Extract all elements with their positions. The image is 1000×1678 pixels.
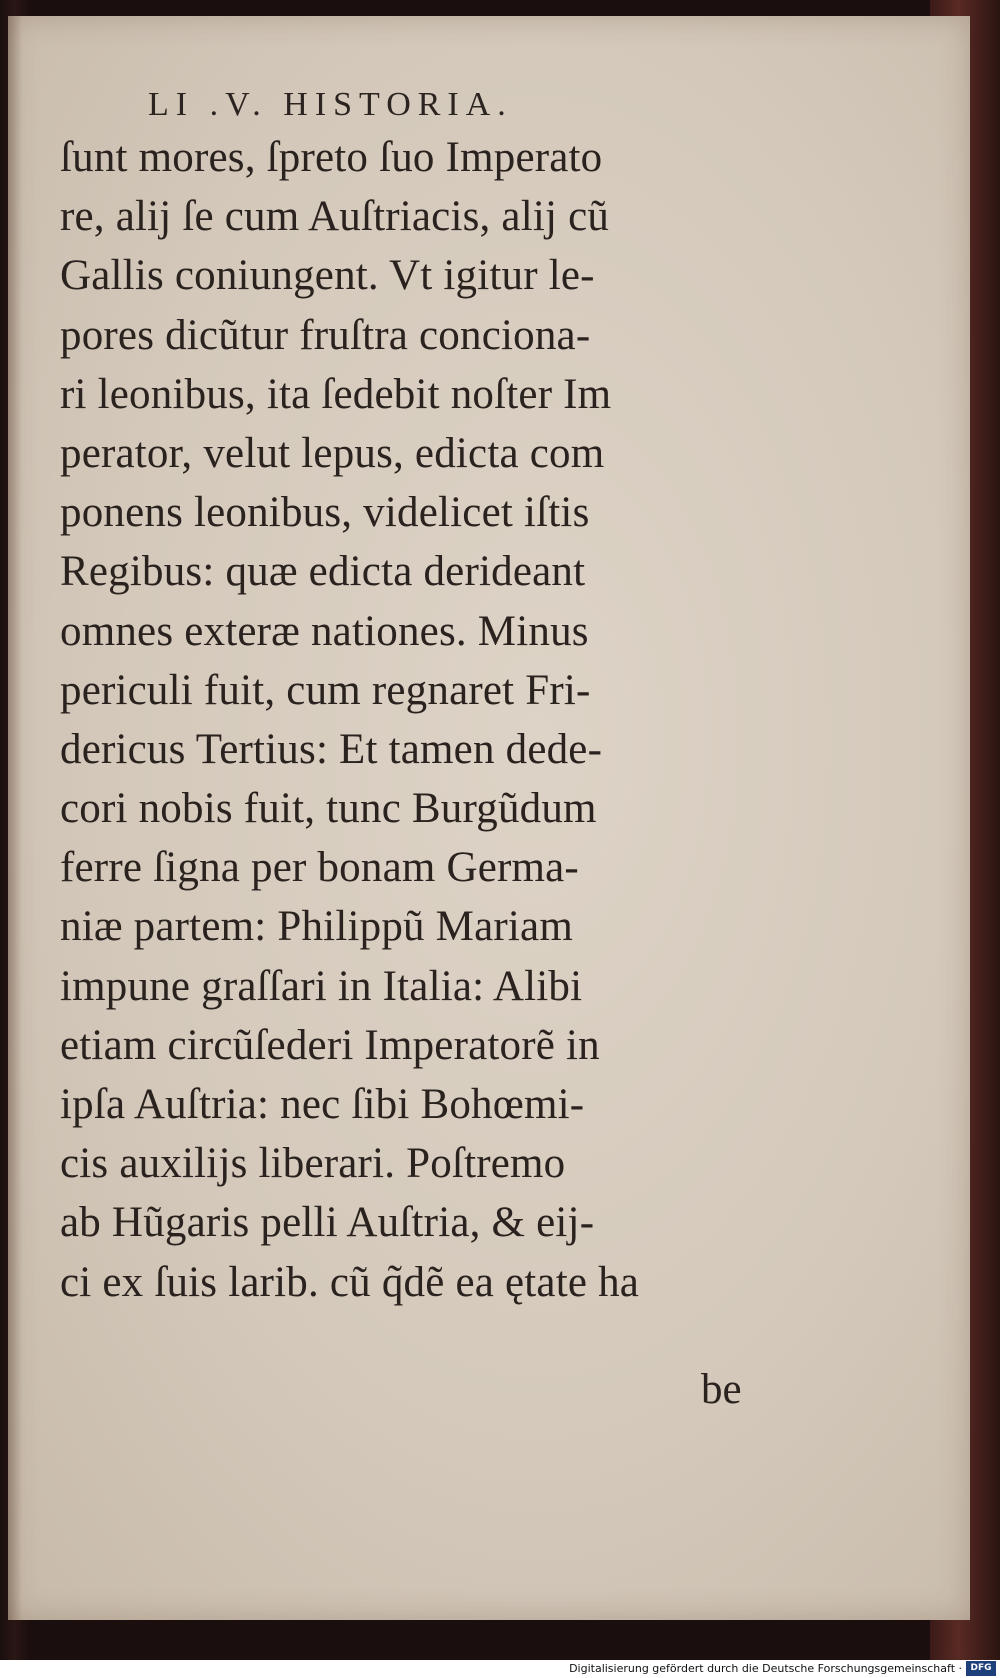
text-line: ipſa Auſtria: nec ſibi Bohœmi- (60, 1081, 585, 1128)
text-line: etiam circũſederi Imperatorẽ in (60, 1021, 600, 1069)
text-line: cori nobis fuit, tunc Burgũdum (60, 785, 597, 833)
body-text (60, 128, 750, 1312)
text-line: dericus Tertius: Et tamen dede- (60, 725, 603, 773)
text-line: cis auxilijs liberari. Poſtremo (60, 1140, 566, 1188)
text-line: impune graſſari in Italia: Alibi (60, 962, 583, 1010)
text-line: ferre ſigna per bonam Germa- (60, 844, 579, 892)
text-line: ri leonibus, ita ſedebit noſter Im (60, 370, 612, 418)
text-line: omnes exteræ nationes. Minus (60, 607, 589, 655)
running-head: LI .V. HISTORIA. (148, 86, 513, 123)
text-line: Regibus: quæ edicta derideant (60, 548, 586, 596)
text-line: ponens leonibus, videlicet iſtis (60, 489, 590, 537)
dfg-logo-icon: DFG (966, 1661, 996, 1676)
text-line: ci ex ſuis larib. cũ q̃dẽ ea ętate ha (60, 1258, 640, 1306)
text-line: niæ partem: Philippũ Mariam (60, 903, 573, 951)
catchword: be (701, 1366, 742, 1413)
text-line: ſunt mores, ſpreto ſuo Imperato (60, 134, 603, 181)
text-line: re, alij ſe cum Auſtriacis, alij cũ (60, 193, 610, 241)
text-line: perator, velut lepus, edicta com (60, 429, 605, 477)
text-line: periculi fuit, cum regnaret Fri- (60, 666, 591, 714)
page-gutter-shadow (8, 16, 22, 1620)
footer-credit: Digitalisierung gefördert durch die Deutsche Forschungsgemeinschaft · (569, 1662, 962, 1675)
text-line: ab Hũgaris pelli Auſtria, & eij- (60, 1199, 595, 1247)
book-page (8, 16, 970, 1620)
text-line: Gallis coniungent. Vt igitur le- (60, 252, 595, 300)
text-line: pores dicũtur fruſtra conciona- (60, 311, 591, 359)
